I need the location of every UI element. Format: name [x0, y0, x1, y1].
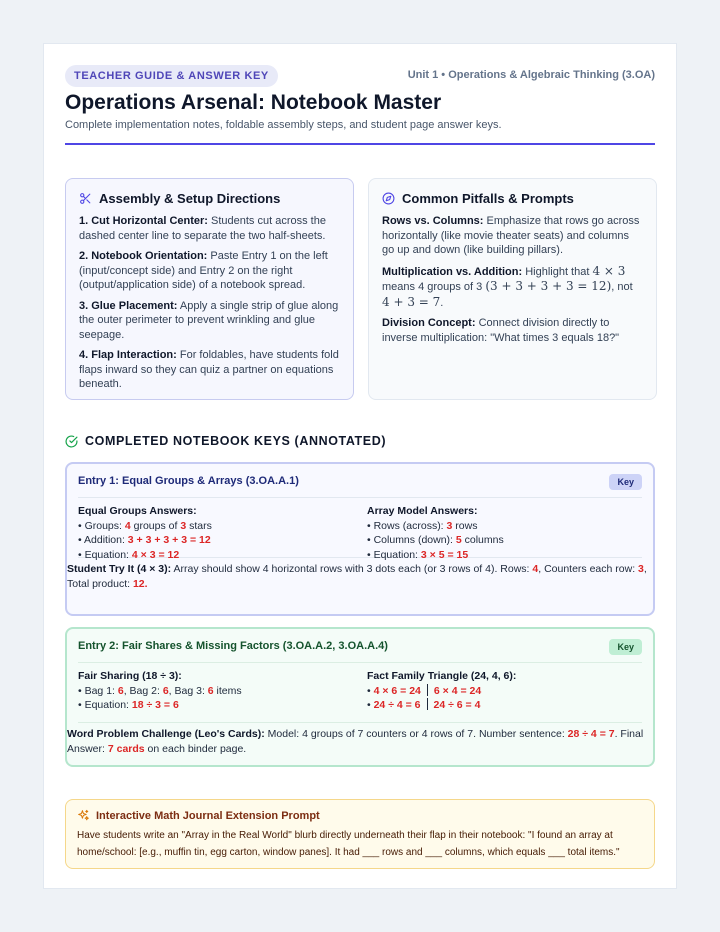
- teacher-guide-page: [43, 43, 677, 889]
- equal-groups-answers: Equal Groups Answers: • Groups: 4 groups of 3 stars • Addition: 3 + 3 + 3 + 3 = 12 • Equation: 4 × 3 = 12: [78, 505, 212, 561]
- scissors-icon: [79, 192, 92, 205]
- page-title: Operations Arsenal: Notebook Master: [65, 91, 442, 114]
- entry-1-card: [65, 462, 655, 616]
- entry-1-title: Entry 1: Equal Groups & Arrays (3.OA.A.1): [78, 475, 299, 487]
- word-problem-challenge: Word Problem Challenge (Leo's Cards): Model: 4 groups of 7 counters or 4 rows of 7. Number sentence: 28 ÷ 4 = 7. Final Answer: 7 cards on each binder page.: [67, 728, 644, 755]
- pitfalls-title: Common Pitfalls & Prompts: [402, 191, 574, 206]
- keys-section-title: COMPLETED NOTEBOOK KEYS (ANNOTATED): [65, 434, 386, 448]
- extension-title: Interactive Math Journal Extension Prompt: [96, 809, 320, 822]
- assembly-step-1: 1. Cut Horizontal Center: Students cut across the dashed center line to separate the two half-sheets.: [79, 215, 326, 242]
- header-divider: [65, 143, 655, 145]
- fair-sharing-answers: Fair Sharing (18 ÷ 3): • Bag 1: 6, Bag 2: 6, Bag 3: 6 items • Equation: 18 ÷ 3 = 6: [78, 670, 242, 711]
- assembly-step-4: 4. Flap Interaction: For foldables, have students fold flaps inward so they can quiz a partner on equations beneath.: [79, 349, 339, 390]
- assembly-step-2: 2. Notebook Orientation: Paste Entry 1 on the left (input/concept side) and Entry 2 on the right (output/application side) of a notebook spread.: [79, 250, 328, 291]
- fact-family-answers: Fact Family Triangle (24, 4, 6): • 4 × 6 = 24 6 × 4 = 24 • 24 ÷ 4 = 6 24 ÷ 6 = 4: [367, 670, 517, 711]
- check-circle-icon: [65, 435, 78, 448]
- sparkle-icon: [77, 809, 90, 822]
- assembly-card: [65, 178, 354, 400]
- extension-header: [77, 809, 643, 822]
- unit-label: Unit 1 • Operations & Algebraic Thinking (3.OA): [407, 69, 655, 81]
- compass-icon: [382, 192, 395, 205]
- assembly-step-3: 3. Glue Placement: Apply a single strip of glue along the outer perimeter to prevent wrinkling and glue seepage.: [79, 299, 339, 341]
- entry-1-header: [78, 464, 642, 498]
- header-top: [65, 65, 655, 87]
- page-subtitle: Complete implementation notes, foldable assembly steps, and student page answer keys.: [65, 119, 502, 131]
- guide-badge: TEACHER GUIDE & ANSWER KEY: [65, 65, 278, 87]
- pitfall-division: Division Concept: Connect division directly to inverse multiplication: "What times 3 equals 18?": [382, 317, 620, 344]
- entry-2-header: [78, 629, 642, 663]
- pitfall-mult-addition: Multiplication vs. Addition: Highlight that 4 × 3 means 4 groups of 3 (3 + 3 + 3 + 3 = 12), not 4 + 3 = 7.: [382, 263, 633, 309]
- array-model-answers: Array Model Answers: • Rows (across): 3 rows • Columns (down): 5 columns • Equation: 3 × 5 = 15: [367, 505, 504, 561]
- entry-1-key-badge: Key: [609, 474, 642, 490]
- extension-text: Have students write an "Array in the Real World" blurb directly underneath their flap in their notebook: "I found an array at home/school: [e.g., muffin tin, egg carton, window panes]. It had ___ rows and ___ columns, which equals ___ total items.": [77, 830, 620, 858]
- entry-2-answers: [78, 663, 642, 723]
- extension-prompt-card: [65, 799, 655, 869]
- entry-2-key-badge: Key: [609, 639, 642, 655]
- assembly-header: [79, 191, 340, 206]
- pitfall-rows-columns: Rows vs. Columns: Emphasize that rows go across horizontally (like movie theater seats) and columns go up and down (like building pillars).: [382, 215, 640, 256]
- pitfalls-card: [368, 178, 657, 400]
- entry-1-answers: [78, 498, 642, 561]
- pitfalls-header: [382, 191, 643, 206]
- student-try-it: Student Try It (4 × 3): Array should show 4 horizontal rows with 3 dots each (or 3 rows of 4). Rows: 4, Counters each row: 3, Total product: 12.: [67, 563, 647, 590]
- entry-2-card: [65, 627, 655, 767]
- entry-2-title: Entry 2: Fair Shares & Missing Factors (3.OA.A.2, 3.OA.A.4): [78, 640, 388, 652]
- assembly-title: Assembly & Setup Directions: [99, 191, 281, 206]
